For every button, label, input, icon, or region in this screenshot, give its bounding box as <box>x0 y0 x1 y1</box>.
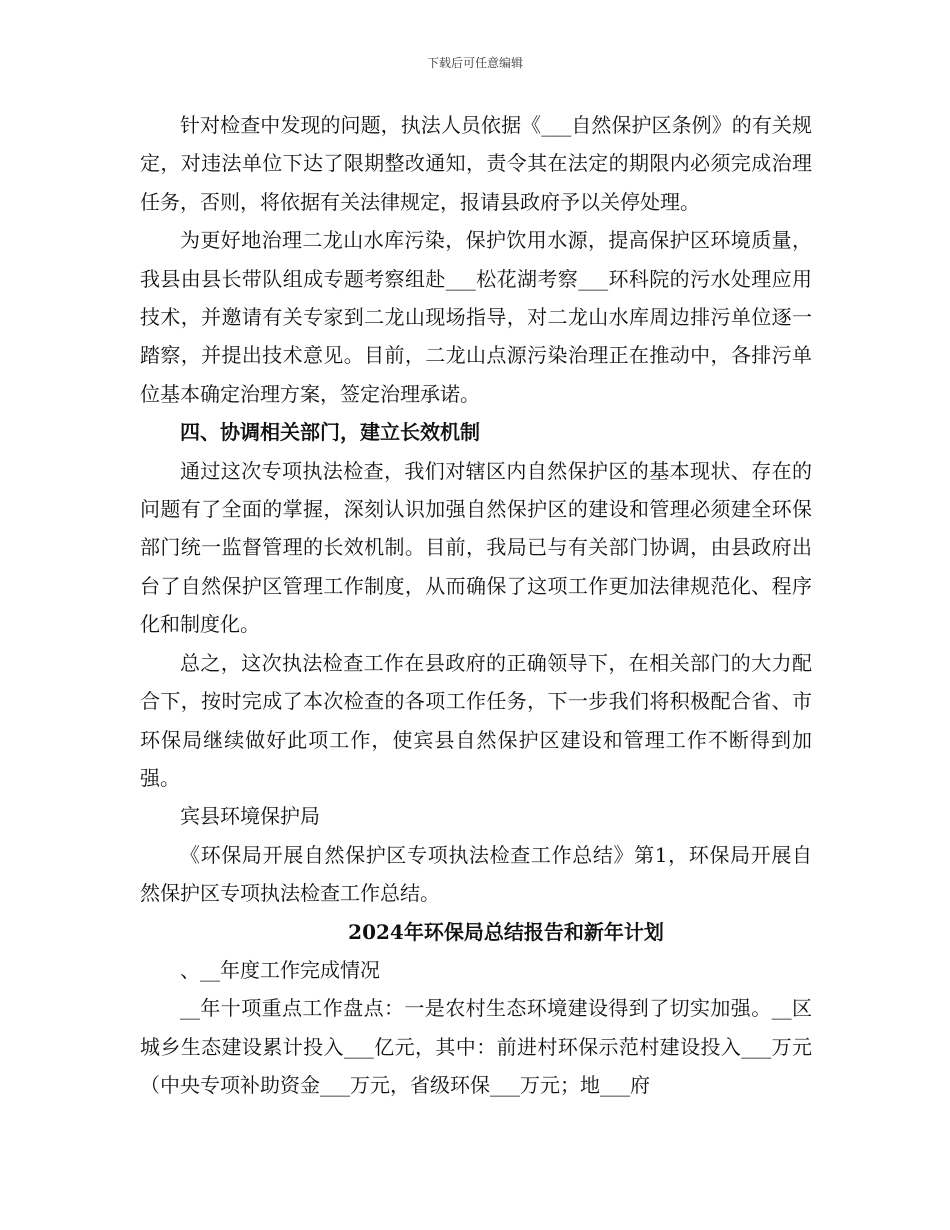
paragraph-reservoir: 为更好地治理二龙山水库污染，保护饮用水源，提高保护区环境质量，我县由县长带队组成专题考察组赴___松花湖考察___环科院的污水处理应用技术，并邀请有关专家到二龙山现场指导，对二龙山水库周边排污单位逐一踏察，并提出技术意见。目前，二龙山点源污染治理正在推动中，各排污单位基本确定治理方案，签定治理承诺。 <box>140 228 812 406</box>
document-title-2024: 2024年环保局总结报告和新年计划 <box>348 919 664 944</box>
page-header-note: 下载后可任意编辑 <box>426 56 523 70</box>
document-body <box>140 106 812 1105</box>
section-heading-4: 四、协调相关部门，建立长效机制 <box>180 420 480 445</box>
signature-bureau: 宾县环境保护局 <box>180 804 320 829</box>
paragraph-enforcement: 针对检查中发现的问题，执法人员依据《___自然保护区条例》的有关规定，对违法单位下达了限期整改通知，责令其在法定的期限内必须完成治理任务，否则，将依据有关法律规定，报请县政府予以关停处理。 <box>140 113 812 214</box>
paragraph-summary: 总之，这次执法检查工作在县政府的正确领导下，在相关部门的大力配合下，按时完成了本次检查的各项工作任务，下一步我们将积极配合省、市环保局继续做好此项工作，使宾县自然保护区建设和管理工作不断得到加强。 <box>140 650 812 790</box>
paragraph-annual-work: 、__年度工作完成情况 <box>180 957 380 982</box>
paragraph-coordination: 通过这次专项执法检查，我们对辖区内自然保护区的基本现状、存在的问题有了全面的掌握，深刻认识加强自然保护区的建设和管理必须建全环保部门统一监督管理的长效机制。目前，我局已与有关部门协调，由县政府出台了自然保护区管理工作制度，从而确保了这项工作更加法律规范化、程序化和制度化。 <box>140 458 812 637</box>
paragraph-key-work: __年十项重点工作盘点：一是农村生态环境建设得到了切实加强。__区城乡生态建设累计投入___亿元，其中：前进村环保示范村建设投入___万元（中央专项补助资金___万元，省级环保___万元；地___府 <box>140 996 812 1098</box>
paragraph-doc-reference: 《环保局开展自然保护区专项执法检查工作总结》第1，环保局开展自然保护区专项执法检查工作总结。 <box>140 842 812 906</box>
